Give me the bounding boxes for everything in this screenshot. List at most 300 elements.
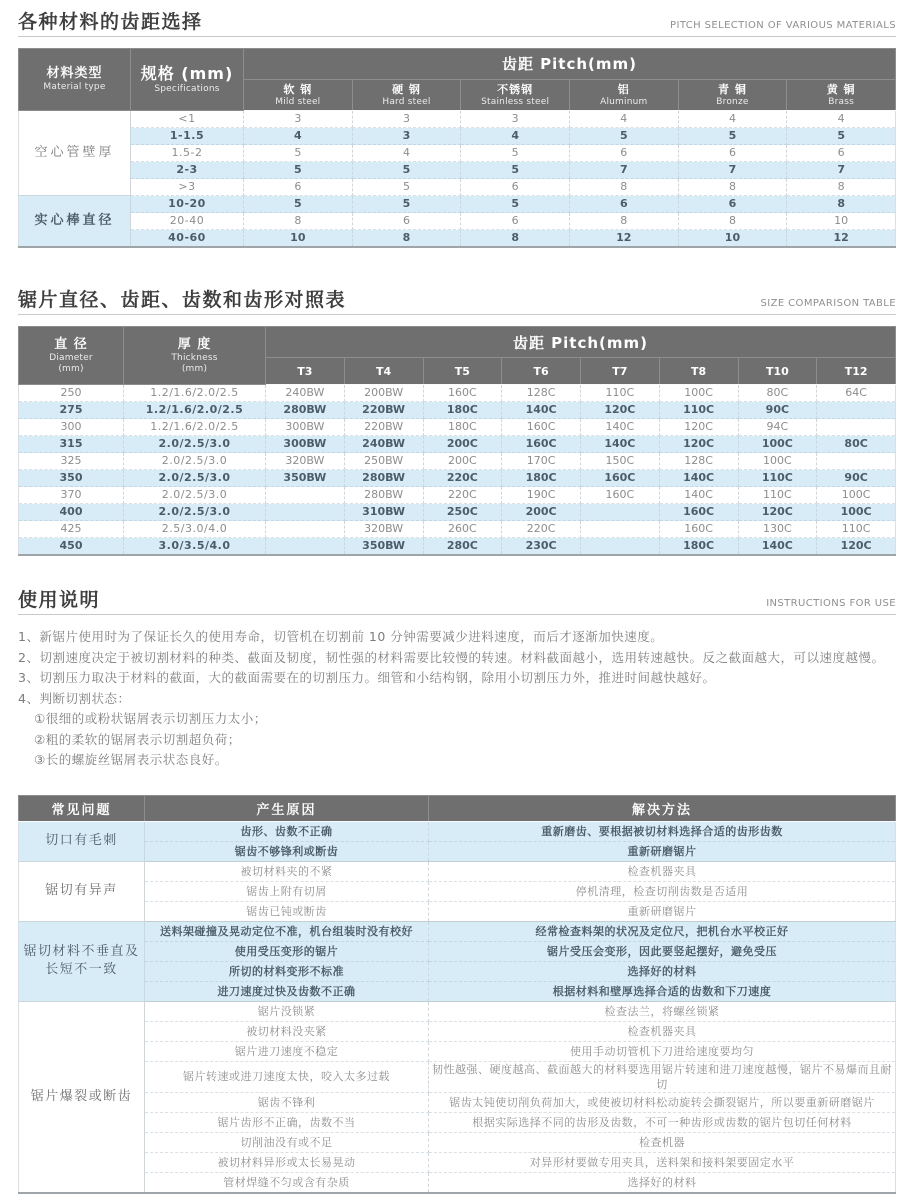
section1-caption-en: PITCH SELECTION OF VARIOUS MATERIALS (670, 19, 896, 31)
tooth-count-cell: 160C (581, 487, 660, 504)
problem-label: 锯切有异声 (19, 861, 145, 921)
head-row (19, 795, 896, 821)
troubleshooting-row (19, 961, 896, 981)
tooth-count-cell: 110C (581, 385, 660, 402)
spec-cell: <1 (131, 111, 244, 128)
solution-cell: 重新研磨锯片 (429, 901, 896, 921)
pitch-value-cell: 6 (678, 196, 787, 213)
pitch-value-cell: 8 (678, 179, 787, 196)
col-header-t5: T5 (423, 358, 502, 385)
stainless-steel-en: Stainless steel (481, 96, 550, 107)
size-comparison-table (18, 326, 896, 556)
tooth-count-cell: 140C (581, 436, 660, 453)
cause-cell: 锯片转速或进刀速度太快，咬入太多过载 (145, 1061, 429, 1092)
problem-label: 锯片爆裂或断齿 (19, 1001, 145, 1193)
instruction-item: 1、新锯片使用时为了保证长久的使用寿命，切管机在切割前 10 分钟需要减少进料速度，而后才逐渐加快速度。 (18, 629, 664, 645)
tooth-count-cell: 230C (502, 538, 581, 556)
col-header-stainless-steel (461, 79, 570, 111)
tooth-count-cell: 80C (738, 385, 817, 402)
tooth-count-cell: 120C (581, 402, 660, 419)
tooth-count-cell: 180C (423, 402, 502, 419)
troubleshooting-row (19, 1021, 896, 1041)
col-header-bronze (678, 79, 787, 111)
diameter-cell: 325 (19, 453, 124, 470)
tooth-count-cell: 180C (423, 419, 502, 436)
cause-cell: 齿形、齿数不正确 (145, 821, 429, 841)
pitch-value-cell: 6 (461, 213, 570, 230)
solution-cell: 重新磨齿、要根据被切材料选择合适的齿形齿数 (429, 821, 896, 841)
tooth-count-cell: 130C (738, 521, 817, 538)
pitch-table-row (19, 196, 896, 213)
tooth-count-cell (266, 504, 345, 521)
pitch-selection-section (18, 12, 896, 248)
thickness-cell: 3.0/3.5/4.0 (124, 538, 266, 556)
instruction-subitem: ②粗的柔软的锯屑表示切割超负荷； (34, 731, 241, 747)
instruction-item: 2、切割速度决定于被切割材料的种类、截面及韧度，韧性强的材料需要比较慢的转速。材料截面越小，选用转速越快。反之截面越大，可以速度越慢。 (18, 649, 885, 665)
tooth-count-cell: 64C (817, 385, 896, 402)
col-header-t6: T6 (502, 358, 581, 385)
tooth-count-cell (817, 402, 896, 419)
solution-cell: 经常检查料架的状况及定位尺，把机台水平校正好 (429, 921, 896, 941)
col-header-material-type (19, 48, 131, 111)
cause-cell: 使用受压变形的锯片 (145, 941, 429, 961)
cause-cell: 锯片没锁紧 (145, 1001, 429, 1021)
pitch-value-cell: 4 (244, 128, 353, 145)
tooth-count-cell: 160C (502, 436, 581, 453)
pitch-value-cell: 8 (569, 179, 678, 196)
troubleshooting-row (19, 941, 896, 961)
pitch-value-cell: 12 (787, 230, 896, 248)
col-header-t7: T7 (581, 358, 660, 385)
pitch-value-cell: 10 (787, 213, 896, 230)
thickness-cell: 1.2/1.6/2.0/2.5 (124, 402, 266, 419)
troubleshooting-row (19, 1152, 896, 1172)
col-header-t8: T8 (659, 358, 738, 385)
spec-cell: 1-1.5 (131, 128, 244, 145)
tooth-count-cell: 100C (738, 453, 817, 470)
col-header-solution: 解决方法 (429, 795, 896, 821)
troubleshooting-row (19, 841, 896, 861)
cause-cell: 所切的材料变形不标准 (145, 961, 429, 981)
diameter-cell: 300 (19, 419, 124, 436)
tooth-count-cell: 110C (817, 521, 896, 538)
stainless-steel-zh: 不锈钢 (497, 82, 534, 96)
pitch-value-cell: 7 (787, 162, 896, 179)
pitch-table-row (19, 128, 896, 145)
pitch-value-cell: 5 (352, 162, 461, 179)
col-header-diameter (19, 327, 124, 385)
troubleshooting-row (19, 861, 896, 881)
pitch-value-cell: 8 (569, 213, 678, 230)
spec-cell: 1.5-2 (131, 145, 244, 162)
tooth-count-cell: 140C (659, 470, 738, 487)
pitch-value-cell: 4 (569, 111, 678, 128)
pitch-value-cell: 6 (461, 179, 570, 196)
tooth-count-cell: 128C (659, 453, 738, 470)
thickness-unit: (mm) (181, 363, 208, 374)
tooth-count-cell (266, 487, 345, 504)
size-table-row (19, 419, 896, 436)
tooth-count-cell: 220BW (344, 419, 423, 436)
pitch-value-cell: 6 (352, 213, 461, 230)
cause-cell: 锯齿不锋利 (145, 1092, 429, 1112)
cause-cell: 切削油没有或不足 (145, 1132, 429, 1152)
troubleshooting-row (19, 1172, 896, 1193)
pitch-value-cell: 8 (461, 230, 570, 248)
size-table-row (19, 385, 896, 402)
tooth-count-cell: 120C (659, 419, 738, 436)
tooth-count-cell: 100C (659, 385, 738, 402)
troubleshooting-row (19, 1001, 896, 1021)
cause-cell: 被切材料异形或太长易晃动 (145, 1152, 429, 1172)
spec-cell: 2-3 (131, 162, 244, 179)
col-header-pitch: 齿距 Pitch(mm) (266, 327, 896, 358)
tooth-count-cell: 220C (423, 470, 502, 487)
thickness-cell: 2.0/2.5/3.0 (124, 504, 266, 521)
pitch-value-cell: 4 (787, 111, 896, 128)
solution-cell: 重新研磨锯片 (429, 841, 896, 861)
size-comparison-table-body (19, 385, 896, 556)
tooth-count-cell: 140C (738, 538, 817, 556)
troubleshooting-row (19, 921, 896, 941)
tooth-count-cell (581, 538, 660, 556)
diameter-cell: 370 (19, 487, 124, 504)
tooth-count-cell: 200BW (344, 385, 423, 402)
tooth-count-cell: 140C (659, 487, 738, 504)
tooth-count-cell: 200C (502, 504, 581, 521)
head-row-1 (19, 327, 896, 358)
pitch-value-cell: 8 (352, 230, 461, 248)
instructions-text (18, 627, 896, 771)
pitch-value-cell: 8 (678, 213, 787, 230)
tooth-count-cell: 100C (817, 487, 896, 504)
thickness-cell: 2.0/2.5/3.0 (124, 470, 266, 487)
tooth-count-cell (581, 504, 660, 521)
tooth-count-cell (817, 453, 896, 470)
solution-cell: 检查法兰，将螺丝锁紧 (429, 1001, 896, 1021)
cause-cell: 锯齿已钝或断齿 (145, 901, 429, 921)
pitch-value-cell: 4 (461, 128, 570, 145)
cause-cell: 被切材料没夹紧 (145, 1021, 429, 1041)
diameter-cell: 400 (19, 504, 124, 521)
tooth-count-cell: 200C (423, 436, 502, 453)
tooth-count-cell: 260C (423, 521, 502, 538)
thickness-cell: 1.2/1.6/2.0/2.5 (124, 385, 266, 402)
pitch-table-row (19, 162, 896, 179)
pitch-value-cell: 4 (678, 111, 787, 128)
tooth-count-cell: 120C (659, 436, 738, 453)
size-comparison-section (18, 290, 896, 556)
brass-en: Brass (828, 96, 855, 107)
tooth-count-cell: 90C (817, 470, 896, 487)
thickness-en: Thickness (171, 353, 218, 364)
col-header-problem: 常见问题 (19, 795, 145, 821)
size-table-row (19, 402, 896, 419)
material-group-label: 实心棒直径 (19, 196, 131, 248)
section3-caption-en: INSTRUCTIONS FOR USE (766, 598, 896, 610)
pitch-value-cell: 8 (244, 213, 353, 230)
pitch-value-cell: 6 (569, 196, 678, 213)
solution-cell: 检查机器夹具 (429, 861, 896, 881)
pitch-table-row (19, 111, 896, 128)
solution-cell: 锯片受压会变形，因此要竖起摆好，避免受压 (429, 941, 896, 961)
pitch-value-cell: 12 (569, 230, 678, 248)
diameter-cell: 315 (19, 436, 124, 453)
tooth-count-cell: 100C (817, 504, 896, 521)
col-header-thickness (124, 327, 266, 385)
tooth-count-cell: 160C (423, 385, 502, 402)
solution-cell: 锯齿太钝使切削负荷加大，或使被切材料松动旋转会撕裂锯片，所以要重新研磨锯片 (429, 1092, 896, 1112)
spec-cell: 10-20 (131, 196, 244, 213)
section3-header (18, 590, 896, 615)
tooth-count-cell: 350BW (266, 470, 345, 487)
tooth-count-cell: 160C (581, 470, 660, 487)
tooth-count-cell: 190C (502, 487, 581, 504)
section2-title: 锯片直径、齿距、齿数和齿形对照表 (18, 289, 347, 312)
tooth-count-cell: 250BW (344, 453, 423, 470)
pitch-value-cell: 3 (352, 111, 461, 128)
cause-cell: 锯齿上附有切屑 (145, 881, 429, 901)
tooth-count-cell: 240BW (266, 385, 345, 402)
troubleshooting-row (19, 821, 896, 841)
instructions-section (18, 590, 896, 770)
troubleshooting-row (19, 1061, 896, 1092)
tooth-count-cell: 160C (659, 504, 738, 521)
col-header-t3: T3 (266, 358, 345, 385)
diameter-cell: 450 (19, 538, 124, 556)
cause-cell: 送料架碰撞及晃动定位不准，机台组装时没有校好 (145, 921, 429, 941)
section1-header (18, 12, 896, 37)
size-table-row (19, 470, 896, 487)
tooth-count-cell: 300BW (266, 436, 345, 453)
hard-steel-zh: 硬 钢 (392, 82, 421, 96)
col-header-specifications (131, 48, 244, 111)
cause-cell: 被切材料夹的不紧 (145, 861, 429, 881)
brass-zh: 黄 铜 (826, 82, 856, 96)
col-header-t4: T4 (344, 358, 423, 385)
pitch-value-cell: 5 (244, 162, 353, 179)
tooth-count-cell: 120C (738, 504, 817, 521)
size-table-row (19, 538, 896, 556)
col-header-brass (787, 79, 896, 111)
tooth-count-cell: 220C (423, 487, 502, 504)
hard-steel-en: Hard steel (382, 96, 431, 107)
tooth-count-cell: 350BW (344, 538, 423, 556)
col-header-mild-steel (244, 79, 353, 111)
col-header-aluminum (569, 79, 678, 111)
pitch-value-cell: 3 (244, 111, 353, 128)
pitch-value-cell: 5 (461, 196, 570, 213)
aluminum-en: Aluminum (600, 96, 648, 107)
troubleshooting-row (19, 1092, 896, 1112)
head-row-1 (19, 48, 896, 79)
tooth-count-cell: 280BW (344, 487, 423, 504)
pitch-table-row (19, 213, 896, 230)
tooth-count-cell: 280C (423, 538, 502, 556)
thickness-cell: 2.0/2.5/3.0 (124, 487, 266, 504)
aluminum-zh: 铝 (617, 82, 630, 96)
tooth-count-cell: 160C (502, 419, 581, 436)
troubleshooting-row (19, 1132, 896, 1152)
tooth-count-cell: 140C (581, 419, 660, 436)
cause-cell: 锯齿不够锋利或断齿 (145, 841, 429, 861)
col-header-spec-zh: 规格 (mm) (140, 64, 234, 84)
solution-cell: 选择好的材料 (429, 1172, 896, 1193)
thickness-cell: 2.0/2.5/3.0 (124, 453, 266, 470)
tooth-count-cell: 120C (817, 538, 896, 556)
mild-steel-zh: 软 钢 (283, 82, 313, 96)
solution-cell: 对异形材要做专用夹具，送料架和接料架要固定水平 (429, 1152, 896, 1172)
size-table-row (19, 453, 896, 470)
col-header-material-en: Material type (43, 82, 106, 93)
troubleshooting-table (18, 795, 896, 1194)
tooth-count-cell: 220C (502, 521, 581, 538)
tooth-count-cell: 160C (659, 521, 738, 538)
tooth-count-cell: 150C (581, 453, 660, 470)
col-header-spec-en: Specifications (154, 84, 220, 95)
cause-cell: 锯片齿形不正确，齿数不当 (145, 1112, 429, 1132)
pitch-value-cell: 10 (678, 230, 787, 248)
pitch-value-cell: 8 (787, 196, 896, 213)
tooth-count-cell: 128C (502, 385, 581, 402)
col-header-cause: 产生原因 (145, 795, 429, 821)
section1-title: 各种材料的齿距选择 (18, 11, 203, 33)
mild-steel-en: Mild steel (275, 96, 321, 107)
pitch-value-cell: 6 (787, 145, 896, 162)
diameter-cell: 425 (19, 521, 124, 538)
instruction-item: 3、切割压力取决于材料的截面，大的截面需要在的切割压力。细管和小结构钢，除用小切割压力外，推进时间越快越好。 (18, 670, 716, 686)
tooth-count-cell: 320BW (344, 521, 423, 538)
problem-label: 锯切材料不垂直及长短不一致 (19, 921, 145, 1001)
section3-title: 使用说明 (18, 589, 101, 612)
instruction-item: 4、判断切割状态： (18, 690, 131, 706)
tooth-count-cell: 94C (738, 419, 817, 436)
pitch-value-cell: 6 (244, 179, 353, 196)
cause-cell: 管材焊缝不匀或含有杂质 (145, 1172, 429, 1193)
diameter-unit: (mm) (58, 363, 84, 374)
col-header-t10: T10 (738, 358, 817, 385)
tooth-count-cell: 180C (502, 470, 581, 487)
thickness-zh: 厚 度 (177, 336, 212, 352)
pitch-value-cell: 5 (244, 196, 353, 213)
tooth-count-cell (266, 538, 345, 556)
tooth-count-cell (266, 521, 345, 538)
size-comparison-table-head (19, 327, 896, 385)
pitch-value-cell: 3 (352, 128, 461, 145)
pitch-value-cell: 6 (678, 145, 787, 162)
pitch-value-cell: 3 (461, 111, 570, 128)
thickness-cell: 2.5/3.0/4.0 (124, 521, 266, 538)
size-table-row (19, 504, 896, 521)
diameter-en: Diameter (49, 353, 93, 364)
spec-cell: >3 (131, 179, 244, 196)
tooth-count-cell: 90C (738, 402, 817, 419)
tooth-count-cell: 80C (817, 436, 896, 453)
pitch-value-cell: 5 (352, 179, 461, 196)
spec-cell: 20-40 (131, 213, 244, 230)
solution-cell: 选择好的材料 (429, 961, 896, 981)
size-table-row (19, 521, 896, 538)
tooth-count-cell: 320BW (266, 453, 345, 470)
tooth-count-cell: 300BW (266, 419, 345, 436)
pitch-selection-table-body (19, 111, 896, 248)
troubleshooting-row (19, 881, 896, 901)
pitch-value-cell: 5 (787, 128, 896, 145)
col-header-hard-steel (352, 79, 461, 111)
tooth-count-cell: 170C (502, 453, 581, 470)
diameter-cell: 350 (19, 470, 124, 487)
tooth-count-cell (581, 521, 660, 538)
troubleshooting-table-body (19, 821, 896, 1193)
instruction-subitem: ①很细的或粉状锯屑表示切割压力太小； (34, 711, 267, 727)
pitch-value-cell: 5 (678, 128, 787, 145)
troubleshooting-row (19, 1041, 896, 1061)
solution-cell: 检查机器夹具 (429, 1021, 896, 1041)
spec-cell: 40-60 (131, 230, 244, 248)
tooth-count-cell: 280BW (266, 402, 345, 419)
thickness-cell: 2.0/2.5/3.0 (124, 436, 266, 453)
pitch-value-cell: 7 (678, 162, 787, 179)
pitch-value-cell: 4 (352, 145, 461, 162)
pitch-value-cell: 6 (569, 145, 678, 162)
solution-cell: 根据材料和壁厚选择合适的齿数和下刀速度 (429, 981, 896, 1001)
solution-cell: 韧性越强、硬度越高、截面越大的材料要选用锯片转速和进刀速度越慢，锯片不易爆而且耐切 (429, 1061, 896, 1092)
pitch-value-cell: 8 (787, 179, 896, 196)
solution-cell: 停机清理，检查切削齿数是否适用 (429, 881, 896, 901)
tooth-count-cell: 110C (659, 402, 738, 419)
section2-caption-en: SIZE COMPARISON TABLE (760, 298, 896, 310)
solution-cell: 根据实际选择不同的齿形及齿数，不可一种齿形或齿数的锯片包切任何材料 (429, 1112, 896, 1132)
size-table-row (19, 436, 896, 453)
bronze-zh: 青 铜 (718, 82, 747, 96)
troubleshooting-row (19, 1112, 896, 1132)
col-header-material-zh: 材料类型 (46, 66, 103, 82)
troubleshooting-row (19, 981, 896, 1001)
pitch-value-cell: 10 (244, 230, 353, 248)
pitch-table-row (19, 145, 896, 162)
col-header-pitch: 齿距 Pitch(mm) (244, 48, 896, 79)
pitch-value-cell: 7 (569, 162, 678, 179)
tooth-count-cell: 180C (659, 538, 738, 556)
tooth-count-cell: 110C (738, 487, 817, 504)
troubleshooting-section (18, 795, 896, 1194)
solution-cell: 使用手动切管机下刀进给速度要均匀 (429, 1041, 896, 1061)
solution-cell: 检查机器 (429, 1132, 896, 1152)
problem-label: 切口有毛刺 (19, 821, 145, 861)
size-table-row (19, 487, 896, 504)
tooth-count-cell (817, 419, 896, 436)
tooth-count-cell: 100C (738, 436, 817, 453)
cause-cell: 进刀速度过快及齿数不正确 (145, 981, 429, 1001)
pitch-table-row (19, 179, 896, 196)
pitch-table-row (19, 230, 896, 248)
tooth-count-cell: 110C (738, 470, 817, 487)
instruction-subitem: ③长的螺旋丝锯屑表示状态良好。 (34, 752, 228, 768)
tooth-count-cell: 240BW (344, 436, 423, 453)
diameter-zh: 直 径 (54, 336, 88, 352)
troubleshooting-table-head (19, 795, 896, 821)
cause-cell: 锯片进刀速度不稳定 (145, 1041, 429, 1061)
diameter-cell: 250 (19, 385, 124, 402)
pitch-selection-table-head (19, 48, 896, 111)
tooth-count-cell: 250C (423, 504, 502, 521)
pitch-selection-table (18, 48, 896, 249)
section2-header (18, 290, 896, 315)
pitch-value-cell: 5 (244, 145, 353, 162)
tooth-count-cell: 310BW (344, 504, 423, 521)
tooth-count-cell: 220BW (344, 402, 423, 419)
tooth-count-cell: 200C (423, 453, 502, 470)
